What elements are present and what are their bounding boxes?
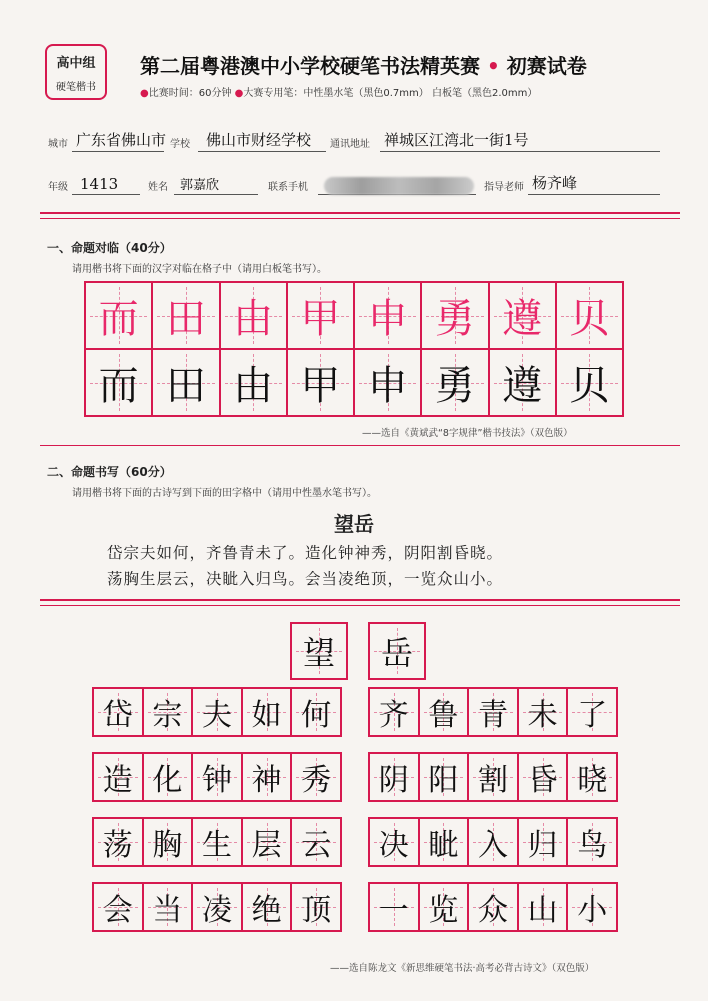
writing-cell[interactable]: [419, 753, 469, 801]
writing-cell[interactable]: [242, 818, 292, 866]
writing-cell[interactable]: [143, 883, 193, 931]
section1-instruction: 请用楷书将下面的汉字对临在格子中（请用白板笔书写）。: [72, 264, 327, 275]
written-char: 遵: [502, 363, 543, 409]
writing-cell[interactable]: [93, 753, 143, 801]
written-char: 割: [477, 763, 508, 798]
writing-cell[interactable]: [93, 818, 143, 866]
section2-title: 二、命题书写（60分）: [47, 465, 172, 479]
model-cell: [287, 282, 354, 349]
writing-cell[interactable]: [468, 883, 518, 931]
writing-cell[interactable]: [242, 688, 292, 736]
bullet-dot: ●: [140, 88, 149, 99]
teacher-label: 指导老师: [484, 182, 524, 193]
writing-cell[interactable]: [369, 883, 419, 931]
writing-cell[interactable]: [143, 753, 193, 801]
written-char: 勇: [434, 363, 475, 409]
written-char: 了: [577, 698, 608, 733]
written-char: 鸟: [577, 828, 608, 863]
model-char: 申: [367, 296, 408, 342]
title-char: 岳: [380, 634, 413, 672]
style-label: 硬笔楷书: [56, 82, 96, 93]
writing-cell[interactable]: [291, 688, 341, 736]
title-char: 望: [302, 634, 335, 672]
writing-cell[interactable]: [291, 818, 341, 866]
teacher-value: 杨齐峰: [532, 174, 578, 192]
writing-cell[interactable]: [421, 349, 488, 416]
model-char: 而: [98, 296, 139, 342]
poem-row-left: [92, 882, 342, 932]
written-char: 何: [301, 698, 332, 733]
written-char: 决: [378, 828, 409, 863]
writing-cell[interactable]: [419, 818, 469, 866]
model-char: 甲: [300, 296, 341, 342]
written-char: 层: [251, 828, 282, 863]
name-value: 郭嘉欣: [180, 178, 220, 193]
writing-cell[interactable]: [291, 883, 341, 931]
written-char: 钟: [201, 763, 232, 798]
subtitle-time: 比赛时间：60分钟: [148, 88, 232, 99]
written-char: 顶: [301, 893, 332, 928]
writing-cell[interactable]: [567, 883, 617, 931]
written-char: 宗: [152, 698, 183, 733]
title-dot: •: [480, 54, 507, 78]
info-row-2: [40, 173, 680, 197]
title-main: 第二届粤港澳中小学校硬笔书法精英赛: [140, 54, 480, 78]
written-char: 夫: [201, 698, 232, 733]
model-char: 由: [233, 296, 274, 342]
writing-cell[interactable]: [567, 688, 617, 736]
written-char: 造: [102, 763, 133, 798]
written-char: 众: [477, 893, 508, 928]
writing-cell[interactable]: [354, 349, 421, 416]
writing-cell[interactable]: [567, 753, 617, 801]
phone-label: 联系手机: [268, 182, 308, 193]
written-char: 岱: [102, 698, 133, 733]
title-char-cell[interactable]: [291, 623, 347, 679]
writing-cell[interactable]: [369, 818, 419, 866]
level-label: 高中组: [56, 56, 96, 71]
bullet-dot: ●: [234, 88, 244, 99]
written-char: 青: [477, 698, 508, 733]
title-cell-2[interactable]: [368, 622, 426, 680]
model-char: 勇: [434, 296, 475, 342]
writing-cell[interactable]: [419, 883, 469, 931]
phone-redacted: [324, 177, 474, 195]
section2-source: ——选自陈龙文《新思维硬笔书法·高考必背古诗文》（双色版）: [330, 963, 595, 974]
level-badge: [45, 44, 107, 100]
model-cell: [152, 282, 219, 349]
written-char: 凌: [201, 893, 232, 928]
title-cell-1[interactable]: [290, 622, 348, 680]
poem-row-left: [92, 752, 342, 802]
poem-row-left: [92, 687, 342, 737]
written-char: 贝: [569, 363, 610, 409]
model-cell: [85, 282, 152, 349]
poem-row-right: [368, 817, 618, 867]
written-char: 胸: [152, 828, 183, 863]
written-char: 如: [251, 698, 282, 733]
title-char-cell[interactable]: [369, 623, 425, 679]
writing-cell[interactable]: [468, 753, 518, 801]
poem-line: 岱宗夫如何，齐鲁青未了。造化钟神秀，阴阳割昏晓。: [107, 544, 504, 562]
writing-cell[interactable]: [291, 753, 341, 801]
writing-cell[interactable]: [192, 688, 242, 736]
written-char: 申: [367, 363, 408, 409]
header-divider-thin: [40, 218, 680, 219]
school-value: 佛山市财经学校: [206, 131, 312, 149]
writing-cell[interactable]: [242, 883, 292, 931]
writing-cell[interactable]: [556, 349, 623, 416]
poem-row-right: [368, 752, 618, 802]
written-char: 小: [577, 893, 608, 928]
written-char: 由: [233, 363, 274, 409]
grade-value: 1413: [80, 175, 119, 193]
writing-cell[interactable]: [287, 349, 354, 416]
writing-cell[interactable]: [468, 818, 518, 866]
header-divider: [40, 212, 680, 214]
info-row-1: [40, 130, 680, 154]
writing-cell[interactable]: [419, 688, 469, 736]
model-char: 田: [165, 296, 206, 342]
written-char: 生: [201, 828, 232, 863]
writing-cell[interactable]: [518, 883, 568, 931]
writing-cell[interactable]: [93, 688, 143, 736]
model-cell: [421, 282, 488, 349]
poem-row-left: [92, 817, 342, 867]
written-char: 秀: [301, 763, 332, 798]
writing-cell[interactable]: [143, 688, 193, 736]
writing-cell[interactable]: [192, 883, 242, 931]
section1-source: ——选自《黄斌武“8字规律”楷书技法》（双色版）: [362, 428, 573, 439]
model-char: 贝: [569, 296, 610, 342]
written-char: 阴: [378, 763, 409, 798]
written-char: 会: [102, 893, 133, 928]
address-label: 通讯地址: [330, 139, 370, 150]
written-char: 晓: [577, 763, 608, 798]
section1-title: 一、命题对临（40分）: [47, 241, 172, 255]
model-cell: [556, 282, 623, 349]
city-label: 城市: [48, 139, 68, 150]
model-cell: [489, 282, 556, 349]
writing-cell[interactable]: [567, 818, 617, 866]
written-char: 入: [477, 828, 508, 863]
writing-cell[interactable]: [369, 753, 419, 801]
writing-cell[interactable]: [220, 349, 287, 416]
written-char: 而: [98, 363, 139, 409]
written-char: 云: [301, 828, 332, 863]
city-value: 广东省佛山市: [76, 131, 167, 149]
copy-grid: [84, 281, 624, 417]
written-char: 山: [527, 893, 558, 928]
written-char: 未: [527, 698, 558, 733]
writing-cell[interactable]: [85, 349, 152, 416]
written-char: 荡: [102, 828, 133, 863]
written-char: 归: [527, 828, 558, 863]
poem-divider: [40, 599, 680, 601]
written-char: 田: [165, 363, 206, 409]
writing-cell[interactable]: [242, 753, 292, 801]
writing-cell[interactable]: [152, 349, 219, 416]
writing-cell[interactable]: [518, 818, 568, 866]
writing-cell[interactable]: [369, 688, 419, 736]
subtitle-pen: 大赛专用笔：中性墨水笔（黑色0.7mm） 白板笔（黑色2.0mm）: [243, 88, 538, 99]
page-title: [140, 50, 680, 79]
poem-line: 荡胸生层云，决眦入归鸟。会当凌绝顶，一览众山小。: [107, 570, 504, 588]
name-label: 姓名: [148, 182, 168, 193]
poem-divider-thin: [40, 605, 680, 606]
written-char: 眦: [428, 828, 459, 863]
poem-row-right: [368, 882, 618, 932]
writing-cell[interactable]: [192, 753, 242, 801]
written-char: 鲁: [428, 698, 459, 733]
written-char: 甲: [300, 363, 341, 409]
writing-cell[interactable]: [192, 818, 242, 866]
title-suffix: 初赛试卷: [506, 54, 587, 78]
grade-label: 年级: [48, 182, 68, 193]
subtitle: [140, 84, 700, 99]
model-cell: [220, 282, 287, 349]
writing-cell[interactable]: [93, 883, 143, 931]
written-char: 览: [428, 893, 459, 928]
section2-instruction: 请用楷书将下面的古诗写到下面的田字格中（请用中性墨水笔书写）。: [72, 488, 377, 499]
writing-cell[interactable]: [518, 753, 568, 801]
written-char: 一: [378, 893, 409, 928]
writing-cell[interactable]: [518, 688, 568, 736]
written-char: 神: [251, 763, 282, 798]
written-char: 阳: [428, 763, 459, 798]
written-char: 当: [152, 893, 183, 928]
model-cell: [354, 282, 421, 349]
writing-cell[interactable]: [143, 818, 193, 866]
model-char: 遵: [502, 296, 543, 342]
writing-cell[interactable]: [468, 688, 518, 736]
written-char: 昏: [527, 763, 558, 798]
poem-title: 望岳: [334, 512, 374, 536]
writing-cell[interactable]: [489, 349, 556, 416]
written-char: 绝: [251, 893, 282, 928]
section-divider: [40, 445, 680, 446]
written-char: 齐: [378, 698, 409, 733]
school-label: 学校: [170, 139, 190, 150]
address-value: 禅城区江湾北一街1号: [384, 131, 529, 149]
poem-row-right: [368, 687, 618, 737]
written-char: 化: [152, 763, 183, 798]
